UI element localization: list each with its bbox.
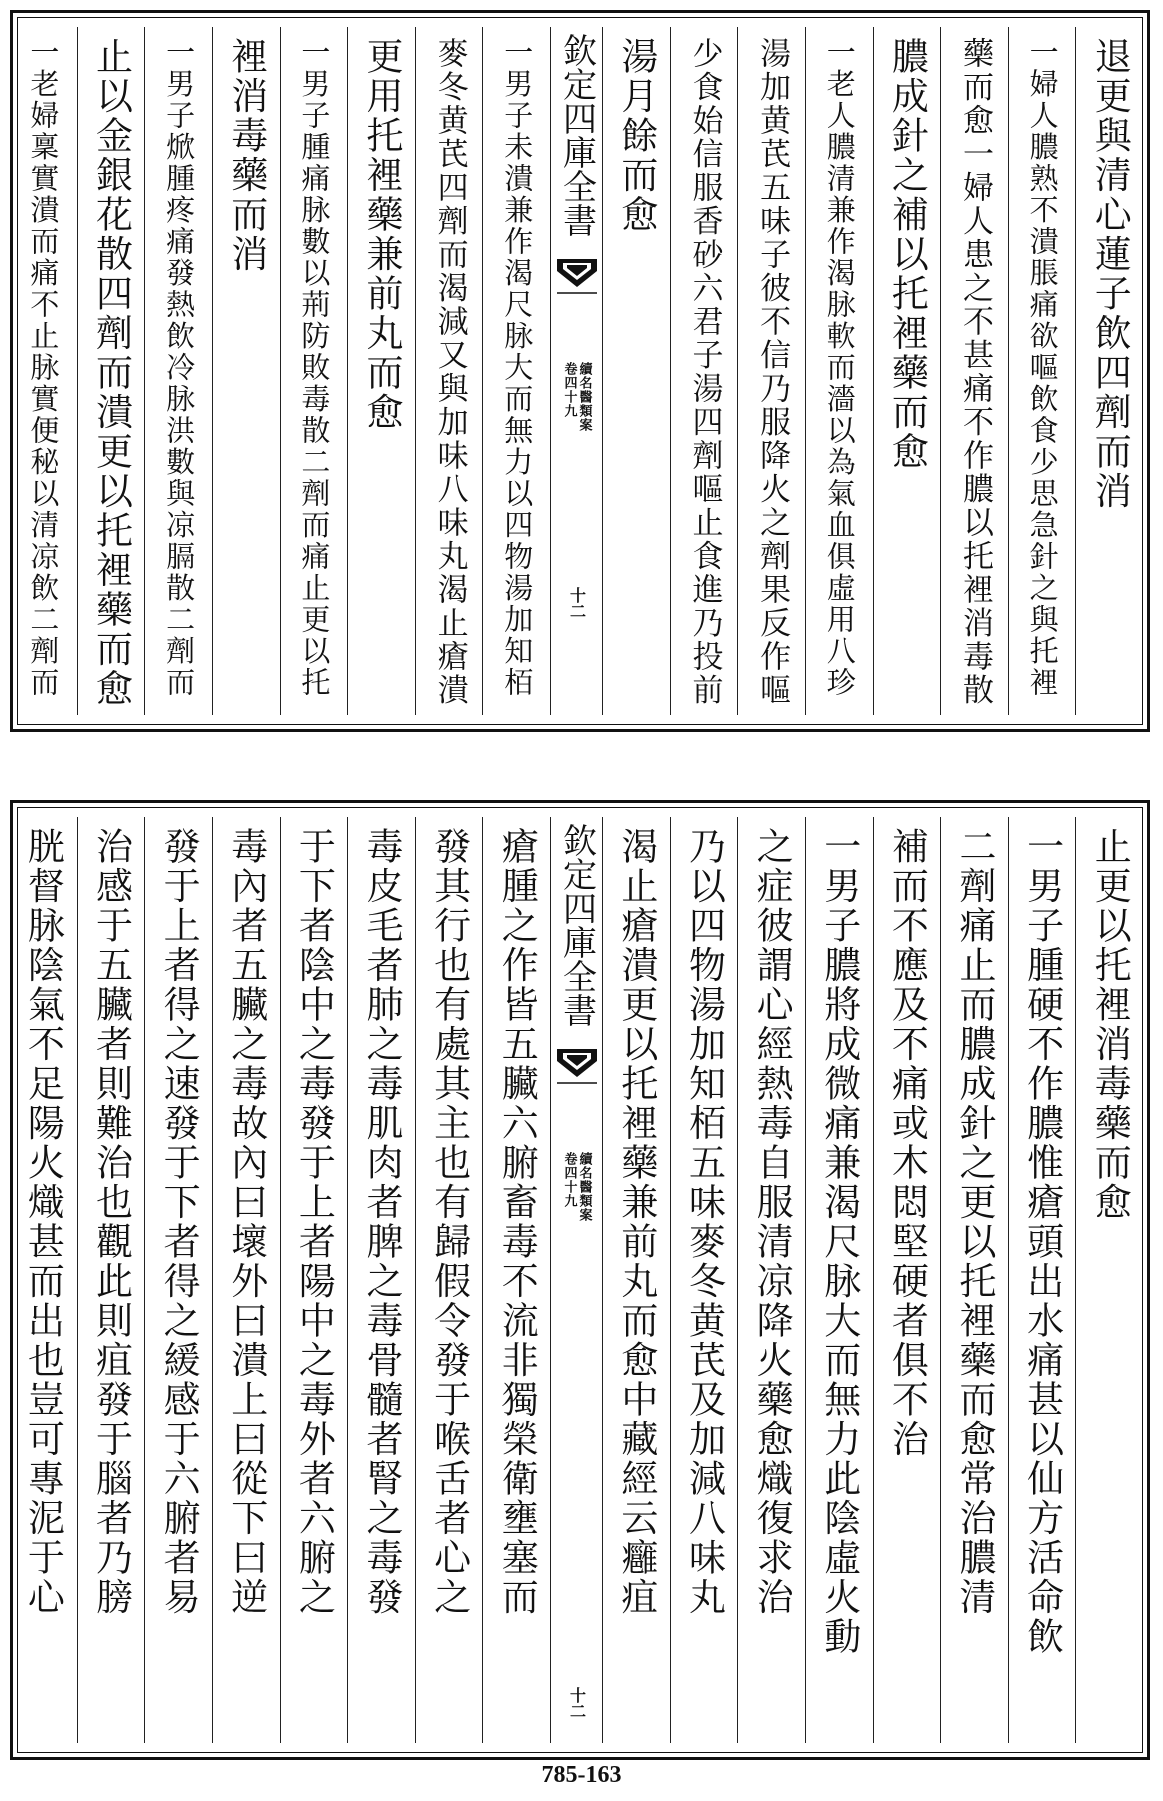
text-column [482,27,550,715]
text-column [1075,27,1143,715]
column-text: 一老人膿清兼作渴脉軟而濇以為氣血俱虛用八珍 [822,37,857,699]
leaf-number: 十二 [567,587,587,619]
column-text: 一男子腫硬不作膿惟瘡頭出水痛甚以仙方活命飲 [1020,827,1064,1657]
column-text: 一婦人膿熟不潰脹痛欲嘔飲食少思急針之與托裡 [1025,37,1060,699]
text-column [737,817,805,1743]
text-column [805,817,873,1743]
lower-page [10,800,1150,1760]
upper-page [10,10,1150,732]
book-meta [563,362,591,432]
column-text: 胱督脉陰氣不足陽火熾甚而出也豈可專泥于心 [21,827,65,1617]
column-text: 湯月餘而愈 [614,37,658,235]
text-column [873,817,941,1743]
center-fold-column [550,817,602,1743]
book-meta [563,1152,591,1222]
text-column [10,27,77,715]
text-column [347,817,415,1743]
text-column [1075,817,1143,1743]
column-text: 少食始信服香砂六君子湯四劑嘔止食進乃投前 [686,37,723,707]
text-column [347,27,415,715]
column-text: 渴止瘡潰更以托裡藥兼前丸而愈中藏經云癰疽 [614,827,658,1617]
column-text: 二劑痛止而膿成針之更以托裡藥而愈常治膿清 [952,827,996,1617]
column-text: 膿成針之補以托裡藥而愈 [885,37,929,472]
leaf-number: 十二 [567,1687,587,1719]
column-text: 止更以托裡消毒藥而愈 [1088,827,1132,1222]
column-text: 于下者陰中之毒發于上者陽中之毒外者六腑之 [292,827,336,1617]
fishtail-mark-icon [555,1047,599,1085]
column-text: 乃以四物湯加知栢五味麥冬黄芪及加減八味丸 [682,827,726,1617]
column-text: 發其行也有處其主也有歸假令發于喉舌者心之 [427,827,471,1617]
volume-label: 卷四十九 [561,1152,577,1208]
column-text: 瘡腫之作皆五臟六腑畜毒不流非獨榮衛壅塞而 [495,827,539,1617]
column-text: 一男子膿將成微痛兼渴尺脉大而無力此陰虛火動 [817,827,861,1657]
column-text: 毒皮毛者肺之毒肌肉者脾之毒骨髓者腎之毒發 [359,827,403,1617]
text-column [212,27,280,715]
text-column [415,27,483,715]
text-column [873,27,941,715]
column-text: 止以金銀花散四劑而潰更以托裡藥而愈 [89,37,133,709]
text-column [10,817,77,1743]
text-column [144,27,212,715]
text-column [805,27,873,715]
text-column [670,27,738,715]
text-column [940,27,1008,715]
column-text: 湯加黄芪五味子彼不信乃服降火之劑果反作嘔 [754,37,791,707]
column-text: 更用托裡藥兼前丸而愈 [359,37,403,432]
column-text: 治感于五臟者則難治也觀此則疽發于腦者乃膀 [89,827,133,1617]
column-text: 一男子腫痛脉數以荊防敗毒散二劑而痛止更以托 [297,37,332,699]
text-column [280,27,348,715]
text-column [144,817,212,1743]
column-text: 一老婦稟實潰而痛不止脉實便秘以清凉飲二劑而 [26,37,61,699]
text-column [940,817,1008,1743]
column-text: 退更與清心蓮子飲四劑而消 [1088,37,1132,511]
column-text: 一男子焮腫疼痛發熱飲冷脉洪數與凉膈散二劑而 [162,37,197,699]
column-text: 麥冬黄芪四劑而渴減又與加味八味丸渴止瘡潰 [431,37,468,707]
text-column [77,27,145,715]
text-column [77,817,145,1743]
text-column [1008,27,1076,715]
text-column [415,817,483,1743]
column-text: 藥而愈一婦人患之不甚痛不作膿以托裡消毒散 [956,37,993,707]
column-text: 裡消毒藥而消 [224,37,268,274]
text-column [670,817,738,1743]
text-column [482,817,550,1743]
book-title: 欽定四庫全書 [556,33,597,237]
text-column [737,27,805,715]
text-column [212,817,280,1743]
text-column [602,817,670,1743]
column-text: 發于上者得之速發于下者得之緩感于六腑者易 [157,827,201,1617]
center-fold-column [550,27,602,715]
page-number: 785-163 [541,1762,622,1788]
series-title: 續名醫類案 [576,362,592,432]
column-text: 之症彼謂心經熱毒自服清凉降火藥愈熾復求治 [750,827,794,1617]
text-column [1008,817,1076,1743]
book-title: 欽定四庫全書 [556,823,597,1027]
volume-label: 卷四十九 [561,362,577,418]
text-column [280,817,348,1743]
series-title: 續名醫類案 [576,1152,592,1222]
column-text: 補而不應及不痛或木悶堅硬者俱不治 [885,827,929,1459]
column-text: 一男子未潰兼作渴尺脉大而無力以四物湯加知栢 [500,37,535,699]
text-column [602,27,670,715]
column-text: 毒內者五臟之毒故內曰壞外曰潰上曰從下曰逆 [224,827,268,1617]
fishtail-mark-icon [555,257,599,295]
